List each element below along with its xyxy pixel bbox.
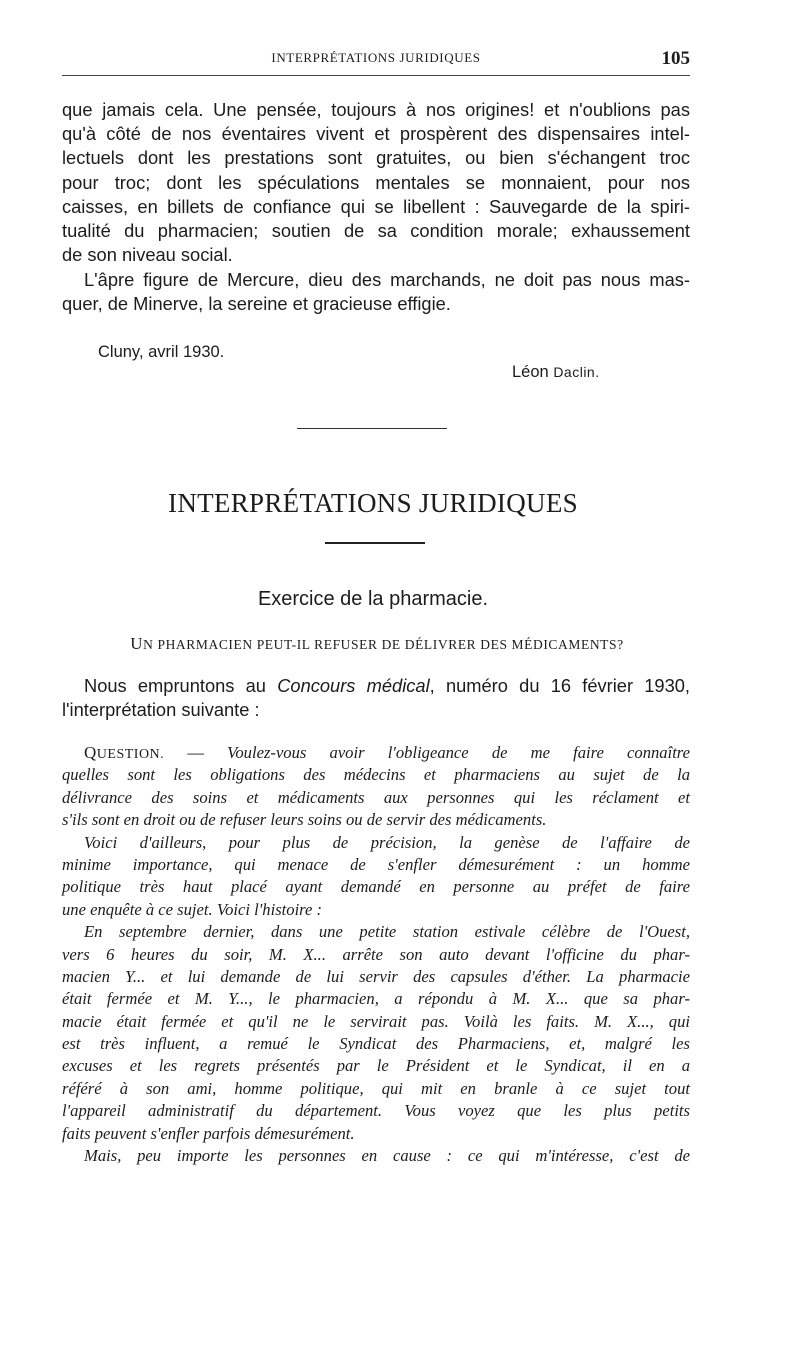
author-last-name: Daclin. xyxy=(553,364,600,380)
section-title: INTERPRÉTATIONS JURIDIQUES xyxy=(168,488,578,518)
source-title: Concours médical xyxy=(277,675,430,696)
question-label xyxy=(84,743,165,762)
paragraph-line: lectuels dont les prestations sont gratuites, ou bien s'échangent troc xyxy=(62,147,690,169)
intro-paragraph xyxy=(62,674,690,722)
paragraph-line: que jamais cela. Une pensée, toujours à nos origines! et n'oublions pas xyxy=(62,99,690,120)
question-line: référé à son ami, homme politique, qui mit en branle à ce sujet tout xyxy=(62,1078,690,1098)
question-line: macien Y... et lui demande de lui servir des capsules d'éther. La pharmacie xyxy=(62,966,690,986)
question-line: Mais, peu importe les personnes en cause : ce qui m'intéresse, c'est de xyxy=(84,1146,690,1166)
question-first-line xyxy=(62,742,690,764)
intro-text-before: Nous empruntons au xyxy=(84,675,278,696)
question-line: s'ils sont en droit ou de refuser leurs soins ou de servir des médicaments. xyxy=(62,810,547,830)
question-line: minime importance, qui menace de s'enfler démesurément : un homme xyxy=(62,854,690,874)
closing-paragraph xyxy=(62,98,690,267)
question-line: macie était fermée et qu'il ne le servirait pas. Voilà les faits. M. X..., qui xyxy=(62,1011,690,1031)
question-line: Voici d'ailleurs, pour plus de précision, la genèse de l'affaire de xyxy=(84,832,690,852)
paragraph-line xyxy=(62,674,690,698)
author-first-name: Léon xyxy=(512,363,549,381)
question-dash: — xyxy=(164,743,228,762)
question-label-initial: Q xyxy=(84,743,97,762)
question-heading-initial: U xyxy=(130,634,144,653)
question-heading-text: N PHARMACIEN PEUT-IL REFUSER DE DÉLIVRER DES MÉDICAMENTS? xyxy=(143,637,624,652)
mercure-paragraph xyxy=(62,268,690,316)
paragraph-line: qu'à côté de nos éventaires vivent et prospèrent des dispensaires intel- xyxy=(62,123,690,145)
running-title: INTERPRÉTATIONS JURIDIQUES xyxy=(271,50,481,65)
question-line: l'appareil administratif du département. Vous voyez que les plus petits xyxy=(62,1101,690,1121)
question-line: politique très haut placé ayant demandé en personne au préfet de faire xyxy=(62,877,690,897)
page-number: 105 xyxy=(661,48,690,69)
header-rule xyxy=(62,75,690,76)
question-label-rest: UESTION. xyxy=(96,747,165,762)
question-text: Voulez-vous avoir l'obligeance de me faire connaître xyxy=(227,743,691,762)
section-subheading: Exercice de la pharmacie. xyxy=(257,588,489,610)
paragraph-line: de son niveau social. xyxy=(62,244,233,266)
paragraph-line: L'âpre figure de Mercure, dieu des marchands, ne doit pas nous mas- xyxy=(84,269,690,290)
question-line: faits peuvent s'enfler parfois démesurément. xyxy=(62,1123,355,1143)
question-line: est très influent, a remué le Syndicat des Pharmaciens, et, malgré les xyxy=(62,1034,690,1054)
question-block xyxy=(62,742,690,1167)
question-line: délivrance des soins et médicaments aux personnes qui les réclament et xyxy=(62,787,690,807)
question-line: était fermée et M. Y..., le pharmacien, a répondu à M. X... que sa phar- xyxy=(62,989,690,1009)
intro-text-after: , numéro du 16 février 1930, xyxy=(429,675,691,696)
question-line: quelles sont les obligations des médecins et pharmaciens au sujet de la xyxy=(62,765,690,785)
question-line: vers 6 heures du soir, M. X... arrête son auto devant l'officine du phar- xyxy=(62,944,690,964)
question-line: En septembre dernier, dans une petite station estivale célèbre de l'Ouest, xyxy=(84,922,690,942)
paragraph-line: l'interprétation suivante : xyxy=(62,699,260,721)
author-signature xyxy=(512,363,600,382)
paragraph-line: pour troc; dont les spéculations mentales se monnaient, pour nos xyxy=(62,171,690,193)
paragraph-line: quer, de Minerve, la sereine et gracieuse effigie. xyxy=(62,293,451,315)
section-separator-rule xyxy=(297,428,447,429)
question-line: excuses et les regrets présentés par le Président et le Syndicat, il en a xyxy=(62,1056,690,1076)
place-date: Cluny, avril 1930. xyxy=(98,343,225,361)
question-line: une enquête à ce sujet. Voici l'histoire : xyxy=(62,899,323,919)
paragraph-line: tualité du pharmacien; soutien de sa condition morale; exhaussement xyxy=(62,219,690,241)
running-head xyxy=(62,48,690,74)
title-underline-rule xyxy=(325,542,425,544)
paragraph-line: caisses, en billets de confiance qui se libellent : Sauvegarde de la spiri- xyxy=(62,195,690,217)
question-heading xyxy=(62,634,692,654)
